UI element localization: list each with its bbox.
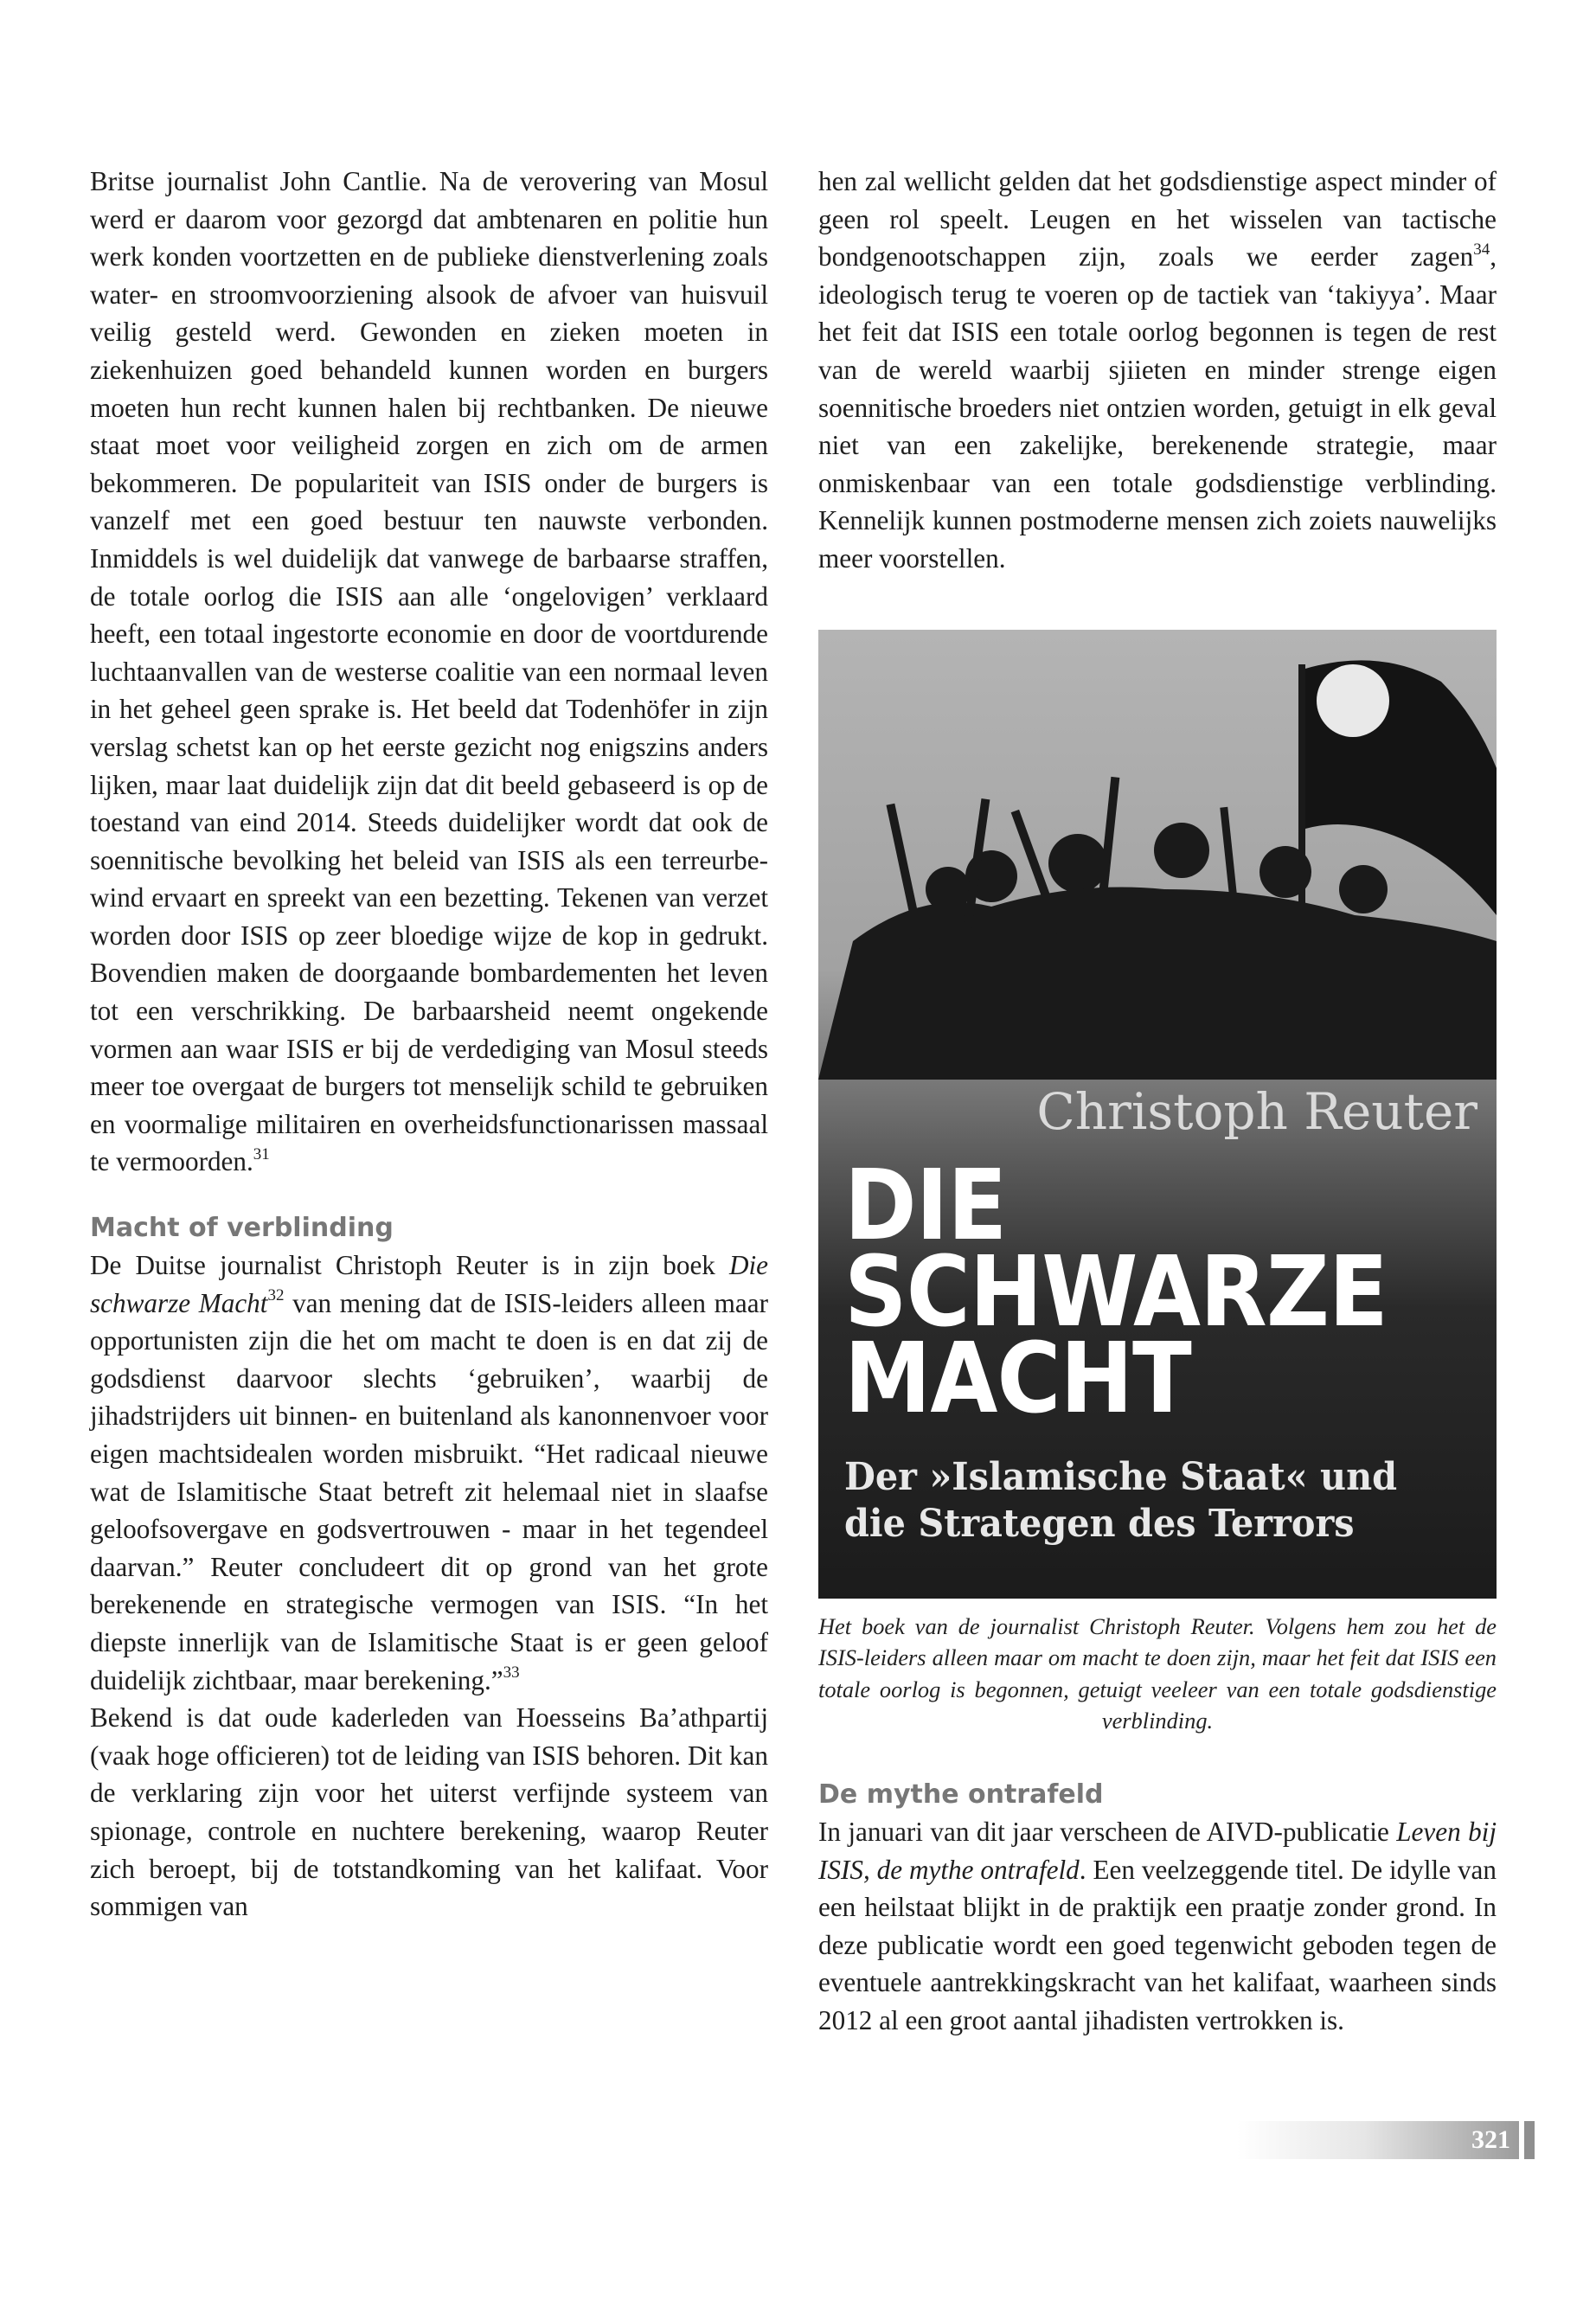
cover-title-line: SCHWARZE [844, 1235, 1388, 1349]
cover-subtitle-line: die Strategen des Terrors [844, 1501, 1355, 1546]
paragraph [818, 1813, 1497, 2040]
paragraph-text: hen zal wellicht gelden dat het godsdienstige aspect minder of geen rol speelt. Leugen en het wisselen van tactische bondgenootschappen zijn, zoals we eerder zagen [818, 166, 1497, 272]
paragraph-text: In januari van dit jaar verscheen de AIVD-publicatie [818, 1816, 1397, 1847]
footnote-ref: 33 [503, 1663, 520, 1682]
paragraph-text: van mening dat de ISIS-leiders alleen maar opportunisten zijn die het om macht te doen is en dat zij de godsdienst daarvoor slechts ‘gebruiken’, waarbij de jihadstrijders uit binnen- en buitenland als kanonnenvoer voor eigen machtsidealen worden misbruikt. “Het radicaal nieuwe wat de Islamitische Staat betreft zit helemaal niet in slaafse geloofsovergave en godsvertrouwen - maar in het tegendeel daarvan.” Reuter concludeert dit op grond van het grote berekenende en strategische vermogen van ISIS. “In het diepste innerlijk van de Islamitische Staat is er geen geloof duidelijk zichtbaar, maar berekening.” [90, 1287, 769, 1695]
paragraph [90, 163, 768, 1181]
publication-title: Leven bij ISIS, de mythe ontrafeld [818, 1816, 1497, 1885]
cover-title-line: DIE [844, 1149, 1007, 1262]
page-number-tab [1237, 2121, 1519, 2159]
section-heading: De mythe ontrafeld [818, 1779, 1104, 1810]
cover-title-line: MACHT [844, 1322, 1191, 1435]
book-cover-image [818, 630, 1497, 1599]
cover-subtitle-line: Der »Islamische Staat« und [844, 1454, 1398, 1499]
section-heading: Macht of verblinding [90, 1213, 394, 1244]
left-column [90, 163, 768, 1926]
paragraph-text: Britse journalist John Cantlie. Na de verovering van Mosul werd er daarom voor gezorgd dat ambtenaren en politie hun werk konden voortzetten en de publieke dienstverlening zoals water- en stroomvoorziening alsook de afvoer van huisvuil veilig gesteld werd. Gewonden en zieken moeten in ziekenhuizen goed behandeld kunnen worden en burgers moeten hun recht kunnen halen bij rechtbanken. De nieuwe staat moet voor veiligheid zorgen en zich om de armen bekommeren. De populariteit van ISIS onder de burgers is vanzelf met een goed bestuur ten nauwste verbonden. Inmiddels is wel duidelijk dat vanwege de barbaarse straffen, de totale oorlog die ISIS aan alle ‘ongelovigen’ verklaard heeft, een totaal ingestorte economie en door de voortdurende luchtaanvallen van de westerse coalitie van een normaal leven in het geheel geen sprake is. Het beeld dat Todenhöfer in zijn verslag schetst kan op het eerste gezicht nog enigszins anders lijken, maar laat duidelijk zijn dat dit beeld gebaseerd is op de toestand van eind 2014. Steeds duidelijker wordt dat ook de soennitische bevolking het beleid van ISIS als een terreurbewind ervaart en spreekt van een bezetting. Tekenen van verzet worden door ISIS op zeer bloedige wijze de kop in gedrukt. Bovendien maken de doorgaande bombardementen het leven tot een verschrikking. De barbaarsheid neemt ongekende vormen aan waar ISIS er bij de verdediging van Mosul steeds meer toe overgaat de burgers tot menselijk schild te gebruiken en voormalige militairen en overheidsfunctionarissen massaal te vermoorden. [90, 166, 768, 1177]
footnote-ref: 32 [267, 1286, 285, 1305]
cover-author: Christoph Reuter [1036, 1081, 1477, 1141]
paragraph-text: De Duitse journalist Christoph Reuter is in zijn boek [90, 1250, 729, 1281]
paragraph [90, 1247, 768, 1699]
book-title: Die schwarze Macht [90, 1250, 768, 1318]
paragraph [818, 163, 1497, 578]
right-column [818, 163, 1497, 2039]
footnote-ref: 31 [253, 1145, 270, 1164]
paragraph-text: , ideologisch terug te voeren op de tactiek van ‘takiyya’. Maar het feit dat ISIS een totale oorlog begonnen is tegen de rest van de wereld waarbij sjiieten en minder strenge eigen soennitische broeders niet ontzien worden, getuigt in elk geval niet van een zakelijke, berekenende strategie, maar onmiskenbaar van een totale godsdienstige verblinding. Kennelijk kunnen postmoderne mensen zich zoiets nauwelijks meer voorstellen. [818, 241, 1497, 574]
footnote-ref: 34 [1473, 240, 1490, 259]
paragraph: Bekend is dat oude kaderleden van Hoesseins Ba’athpartij (vaak hoge officieren) tot de leiding van ISIS behoren. Dit kan de verklaring zijn voor het uiterst verfijnde systeem van spionage, controle en nuchtere berekening, waarop Reuter zich beroept, bij de totstandkoming van het kalifaat. Voor sommigen van [90, 1702, 768, 1922]
page-marker-bar [1524, 2121, 1535, 2159]
figure-caption: Het boek van de journalist Christoph Reuter. Volgens hem zou het de ISIS-leiders alleen maar om macht te doen zijn, maar het feit dat ISIS een totale oorlog is begonnen, getuigt veeleer van een totale godsdienstige verblinding. [818, 1612, 1497, 1734]
paragraph-text: . Een veelzeggende titel. De idylle van een heilstaat blijkt in de praktijk een praatje zonder grond. In deze publicatie wordt een goed tegenwicht geboden tegen de eventuele aantrekkingskracht van het kalifaat, waarheen sinds 2012 al een groot aantal jihadisten vertrokken is. [818, 1854, 1497, 2035]
page-number: 321 [1471, 2125, 1510, 2154]
